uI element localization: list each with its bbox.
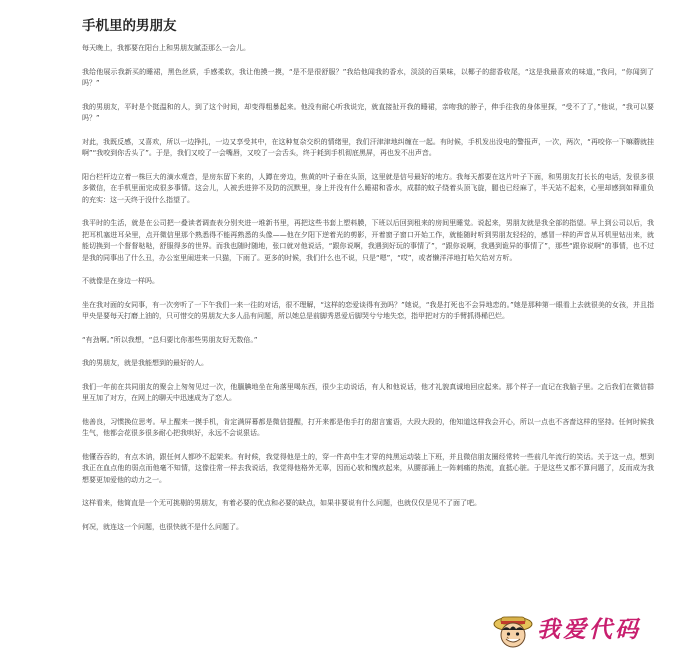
watermark-text: 我爱代码 [537, 616, 641, 643]
article-title: 手机里的男朋友 [82, 18, 177, 34]
paragraph: 我给他展示我新买的睡裙，黑色丝质，手感柔软，我让他摸一摸，“是不是很舒服？”我给他闻我的香水，淡淡的百果味，以椰子的甜香收尾，“这是我最喜欢的味道，”我问，“你闻到了吗？” [82, 67, 654, 87]
cartoon-pirate-face-icon [492, 610, 534, 650]
paragraph: 我们一年前在共同朋友的聚会上匆匆见过一次，他腼腆地坐在角落里喝东西，很少主动说话，有人和他说话，他才礼貌真诚地回应起来。那个样子一直记在我脑子里。之后我们在微信群里互加了对方，在网上的聊天中迅速成为了恋人。 [82, 382, 654, 402]
paragraph: 何况，就连这一个问题，也很快就不是什么问题了。 [82, 522, 243, 531]
paragraph: 我的男朋友，就是我能想到的最好的人。 [82, 359, 208, 367]
paragraph: 我平时的生活，就是在公司把一叠读者调查表分别夹进一堆新书里，再把这些书套上塑料膜，下班以后回到租来的房间里睡觉。说起来，男朋友就是我全部的指望。早上到公司以后，我把耳机塞进耳朵里，点开微信里那个熟悉得不能再熟悉的头像——他在夕阳下逆着光的剪影，开着窗子窗口开始工作，就能随时听到男朋友轻轻的，感冒一样的声音从耳机里钻出来，就能切换到一个督督哒哒，舒服得多的世界。而我也随时随地，张口就对他说话，“跟你说啊，我遇到好玩的事情了”，“跟你说啊，我遇到诡异的事情了”，那些“跟你说啊”的事情，也不过是我的同事出了什么丑，办公室里闹进来一只猫，下雨了。更多的时候，我们什么也不说，只是“嗯”，“哎”，或者懒洋洋地打哈欠给对方听。 [82, 219, 654, 262]
paragraph: 坐在我对面的女同事，有一次旁听了一下午我们一来一往的对话，很不理解，“这样的恋爱谈得有劲吗？”她说，“我是打死也不会异地恋的。”她是那种第一眼看上去就很美的女孩，并且指甲央是要每天打磨上油的，只可惜交的男朋友大多人品有问题，所以她总是前脚秀恩爱后脚哭兮兮地失恋，指甲把对方的手臂抓得稀巴烂。 [82, 300, 654, 320]
watermark [492, 610, 672, 650]
paragraph: 这样看来，他简直是一个无可挑剔的男朋友，有着必要的优点和必要的缺点，如果非要说有什么问题，也就仅仅是见不了面了吧。 [82, 499, 481, 507]
paragraph: 对此，我既反感，又喜欢，所以一边挣扎，一边又享受其中，在这种复杂交织的情绪里，我们汗津津地纠缠在一起。有时候，手机发出没电的警报声，一次，两次，“再咬你一下嘛蘑就挂啊”“我咬到你舌头了”。于是，我们又咬了一会嘴唇，又咬了一会舌头，终于耗到手机彻底黑屏，再也发不出声音。 [82, 137, 654, 157]
paragraph: 每天晚上，我都要在阳台上和男朋友腻歪那么一会儿。 [82, 44, 250, 52]
paragraph: 我的男朋友，平时是个挺温和的人，到了这个时间，却变得粗暴起来。他没有耐心听我说完，就直接扯开我的睡裙，亲吻我的脖子，伸手往我的身体里探，“受不了了，”他说，“我可以要吗？” [82, 102, 654, 122]
paragraph: “有劲啊。”所以我想，“总归要比你那些男朋友好无数倍。” [82, 335, 258, 344]
paragraph: 他善良，习惯换位思考。早上醒来一摸手机，肯定满屏幕都是微信提醒，打开来都是他手打的甜言蜜语，大段大段的，他知道这样我会开心，所以一点也不吝啬这样的坚持。任何时候我生气，他都会花很多很多耐心把我哄好，永远不会说狠话。 [82, 417, 654, 437]
article [82, 0, 654, 533]
paragraph: 他懂吞吞的，有点木讷，跟任何人都吵不起架来。有时候，我觉得他是土的，穿一件高中生才穿的纯黑运动装上下班，并且微信朋友圈经常转一些前几年流行的笑话。关于这一点，想到我正在血点他的弱点而他毫不知情，这像往常一样去我说话，我觉得他格外无辜，因而心软和愧疚起来，从腰部涌上一阵刺痛的热流，直抵心脏。于是这些又都不算问题了，反而成为我想要更加爱他的动力之一。 [82, 452, 654, 484]
paragraph: 不就像是在身边一样吗。 [82, 277, 159, 285]
paragraph: 阳台栏杆边立着一株巨大的滴水观音，是房东留下来的，人蹲在旁边，焦黄的叶子垂在头顶，这里就是信号最好的地方。我每天都要在这片叶子下面，和男朋友打长长的电话，发很多很多微信，在手机里面完成很多事情。这会儿，人被丢进猝不及防的沉默里，身上并没有什么睡裙和香水，成群的蚊子绕着头顶飞旋，腿也已经麻了，半天站不起来，心里却感到如释重负的充实：这一天终于没什么指望了。 [82, 172, 654, 204]
